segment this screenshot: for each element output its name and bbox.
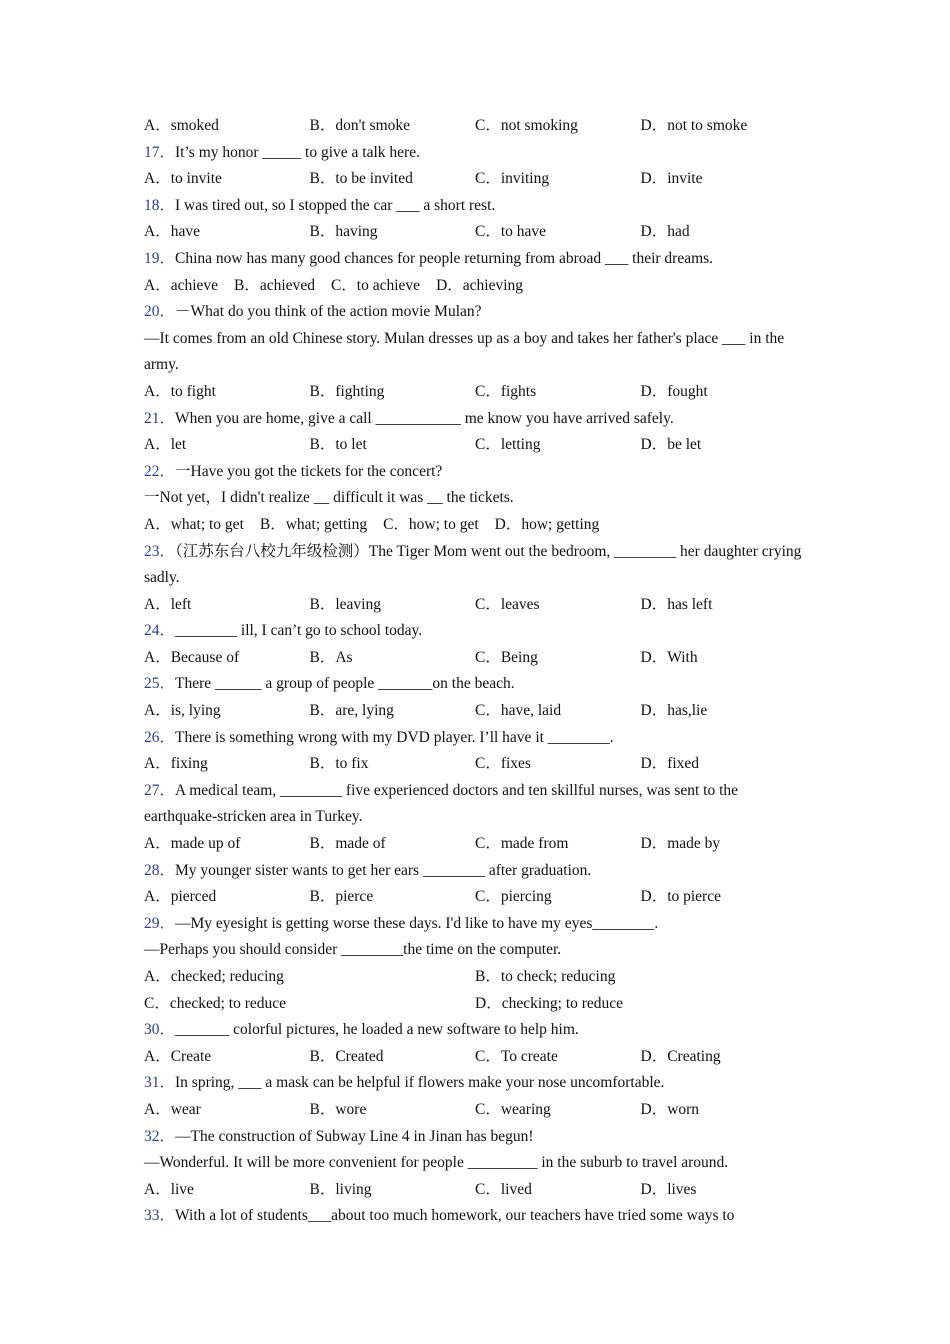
q29-options-row2	[144, 991, 804, 1018]
q17-number: 17．	[144, 143, 176, 161]
q32-number: 32．	[144, 1127, 176, 1145]
q32-reply: —Wonderful. It will be more convenient for people _________ in the suburb to travel around.	[144, 1154, 729, 1172]
q30-option-c: C．To create	[475, 1047, 558, 1065]
q30-option-b: B．Created	[309, 1047, 384, 1065]
q22-option-d: D．how; getting	[494, 515, 600, 533]
q20-option-a: A．to fight	[144, 382, 216, 400]
q28-options	[144, 884, 804, 911]
q29-number: 29．	[144, 914, 176, 932]
q25-option-b: B．are, lying	[309, 702, 394, 720]
q20-reply: —It comes from an old Chinese story. Mulan dresses up as a boy and takes her father's place ___ in the army.	[144, 329, 785, 374]
q30-option-d: D．Creating	[640, 1047, 721, 1065]
q31-option-a: A．wear	[144, 1100, 201, 1118]
q25-stem	[144, 671, 804, 698]
q26-text: There is something wrong with my DVD player. I’ll have it ________.	[175, 728, 614, 746]
q21-number: 21．	[144, 409, 176, 427]
q33-number: 33．	[144, 1207, 176, 1225]
q29-stem	[144, 911, 804, 938]
q23-options	[144, 592, 804, 619]
q28-stem	[144, 858, 804, 885]
q16-options	[144, 113, 804, 140]
q32-text: —The construction of Subway Line 4 in Jinan has begun!	[175, 1127, 534, 1145]
q23-option-d: D．has left	[640, 595, 713, 613]
q33-stem	[144, 1203, 804, 1230]
q31-option-c: C．wearing	[475, 1100, 551, 1118]
q20-option-b: B．fighting	[309, 382, 385, 400]
q19-stem	[144, 246, 804, 273]
q32-option-d: D．lives	[640, 1180, 697, 1198]
q21-option-a: A．let	[144, 436, 187, 454]
q24-option-c: C．Being	[475, 648, 538, 666]
q24-option-d: D．With	[640, 648, 698, 666]
q22-options	[144, 512, 804, 539]
q27-options	[144, 831, 804, 858]
q27-number: 27．	[144, 781, 176, 799]
q31-stem	[144, 1070, 804, 1097]
q25-option-a: A．is, lying	[144, 702, 221, 720]
q26-option-d: D．fixed	[640, 755, 700, 773]
q26-number: 26．	[144, 728, 176, 746]
q19-number: 19．	[144, 249, 176, 267]
q27-option-a: A．made up of	[144, 835, 241, 853]
q17-option-a: A．to invite	[144, 170, 222, 188]
q19-text: China now has many good chances for people returning from abroad ___ their dreams.	[175, 249, 714, 267]
q27-option-c: C．made from	[475, 835, 569, 853]
q18-option-a: A．have	[144, 223, 200, 241]
q17-options	[144, 166, 804, 193]
q17-option-c: C．inviting	[475, 170, 550, 188]
q19-option-c: C．to achieve	[330, 276, 421, 294]
q21-options	[144, 432, 804, 459]
q32-option-b: B．living	[309, 1180, 372, 1198]
q18-option-c: C．to have	[475, 223, 547, 241]
q22-option-b: B．what; getting	[259, 515, 368, 533]
q31-option-b: B．wore	[309, 1100, 367, 1118]
q29-text: —My eyesight is getting worse these days. I'd like to have my eyes________.	[175, 914, 659, 932]
q22-option-c: C．how; to get	[383, 515, 479, 533]
q27-option-d: D．made by	[640, 835, 721, 853]
q24-option-b: B．As	[309, 648, 353, 666]
q22-reply: 一Not yet，I didn't realize __ difficult it was __ the tickets.	[144, 489, 514, 507]
q26-option-b: B．to fix	[309, 755, 369, 773]
q30-option-a: A．Create	[144, 1047, 212, 1065]
q31-option-d: D．worn	[640, 1100, 700, 1118]
q31-text: In spring, ___ a mask can be helpful if flowers make your nose uncomfortable.	[175, 1074, 665, 1092]
q17-option-b: B．to be invited	[309, 170, 413, 188]
q24-text: ________ ill, I can’t go to school today.	[175, 622, 423, 640]
q17-text: It’s my honor _____ to give a talk here.	[175, 143, 420, 161]
q32-options	[144, 1177, 804, 1204]
q26-option-c: C．fixes	[475, 755, 531, 773]
q30-number: 30．	[144, 1021, 176, 1039]
q29-options-row1	[144, 964, 804, 991]
q16-option-c: C．not smoking	[475, 117, 578, 134]
q18-number: 18．	[144, 196, 176, 214]
q20-stem	[144, 299, 804, 326]
q25-option-d: D．has,lie	[640, 702, 708, 720]
q16-option-d: D．not to smoke	[640, 117, 748, 134]
q29-option-d: D．checking; to reduce	[475, 994, 624, 1012]
q28-text: My younger sister wants to get her ears ________ after graduation.	[175, 861, 592, 879]
q19-option-a: A．achieve	[144, 276, 219, 294]
q29-option-b: B．to check; reducing	[475, 968, 616, 985]
q25-number: 25．	[144, 675, 176, 693]
q20-options	[144, 379, 804, 406]
q26-option-a: A．fixing	[144, 755, 208, 773]
q20-option-d: D．fought	[640, 382, 708, 400]
q23-option-c: C．leaves	[475, 595, 540, 613]
q22-stem	[144, 459, 804, 486]
q26-stem	[144, 725, 804, 752]
q16-option-b: B．don't smoke	[309, 117, 411, 134]
q18-stem	[144, 193, 804, 220]
q23-option-b: B．leaving	[309, 595, 381, 613]
q21-option-d: D．be let	[640, 436, 702, 454]
q27-option-b: B．made of	[309, 835, 386, 853]
q20-text: －What do you think of the action movie Mulan?	[175, 303, 482, 321]
q18-option-d: D．had	[640, 223, 690, 241]
q28-option-b: B．pierce	[309, 888, 374, 906]
q19-option-d: D．achieving	[436, 276, 524, 294]
q27-text: A medical team, ________ five experienced doctors and ten skillful nurses, was sent to the earthquake-stricken area in Turkey.	[144, 781, 739, 826]
q30-options	[144, 1044, 804, 1071]
q23-option-a: A．left	[144, 595, 192, 613]
q29-option-a: A．checked; reducing	[144, 968, 284, 985]
q30-stem	[144, 1017, 804, 1044]
q18-options	[144, 219, 804, 246]
q21-option-c: C．letting	[475, 436, 541, 454]
q25-options	[144, 698, 804, 725]
q25-text: There ______ a group of people _______on the beach.	[175, 675, 515, 693]
q22-option-a: A．what; to get	[144, 515, 244, 533]
q30-text: _______ colorful pictures, he loaded a new software to help him.	[175, 1021, 579, 1039]
q17-option-d: D．invite	[640, 170, 703, 188]
q18-option-b: B．having	[309, 223, 378, 241]
q28-number: 28．	[144, 861, 176, 879]
q23-number: 23．	[144, 542, 176, 560]
q28-option-d: D．to pierce	[640, 888, 721, 906]
q21-stem	[144, 406, 804, 433]
q23-text: （江苏东台八校九年级检测）The Tiger Mom went out the bedroom, ________ her daughter crying sadly.	[144, 542, 802, 587]
q28-option-c: C．piercing	[475, 888, 552, 906]
q24-option-a: A．Because of	[144, 648, 240, 666]
q19-options	[144, 273, 804, 300]
q32-option-c: C．lived	[475, 1180, 532, 1198]
q31-options	[144, 1097, 804, 1124]
q32-option-a: A．live	[144, 1180, 194, 1198]
q23-stem	[144, 539, 804, 592]
q25-option-c: C．have, laid	[475, 702, 562, 720]
q20-number: 20．	[144, 303, 176, 321]
q29-option-c: C．checked; to reduce	[144, 994, 287, 1012]
q18-text: I was tired out, so I stopped the car ___ a short rest.	[175, 196, 496, 214]
question-list	[144, 113, 804, 1230]
q27-stem	[144, 778, 804, 831]
q31-number: 31．	[144, 1074, 176, 1092]
q19-option-b: B．achieved	[234, 276, 315, 294]
q29-reply: —Perhaps you should consider ________the time on the computer.	[144, 941, 562, 959]
q28-option-a: A．pierced	[144, 888, 217, 906]
q20-option-c: C．fights	[475, 382, 537, 400]
q32-stem	[144, 1124, 804, 1151]
q26-options	[144, 751, 804, 778]
q24-stem	[144, 618, 804, 645]
q17-stem	[144, 140, 804, 167]
q21-option-b: B．to let	[309, 436, 367, 454]
q24-options	[144, 645, 804, 672]
q16-option-a: A．smoked	[144, 117, 219, 134]
q24-number: 24．	[144, 622, 176, 640]
q22-text: 一Have you got the tickets for the concert?	[175, 462, 443, 480]
q33-text: With a lot of students___about too much homework, our teachers have tried some ways to	[175, 1207, 735, 1225]
q22-number: 22．	[144, 462, 176, 480]
q21-text: When you are home, give a call ___________ me know you have arrived safely.	[175, 409, 674, 427]
